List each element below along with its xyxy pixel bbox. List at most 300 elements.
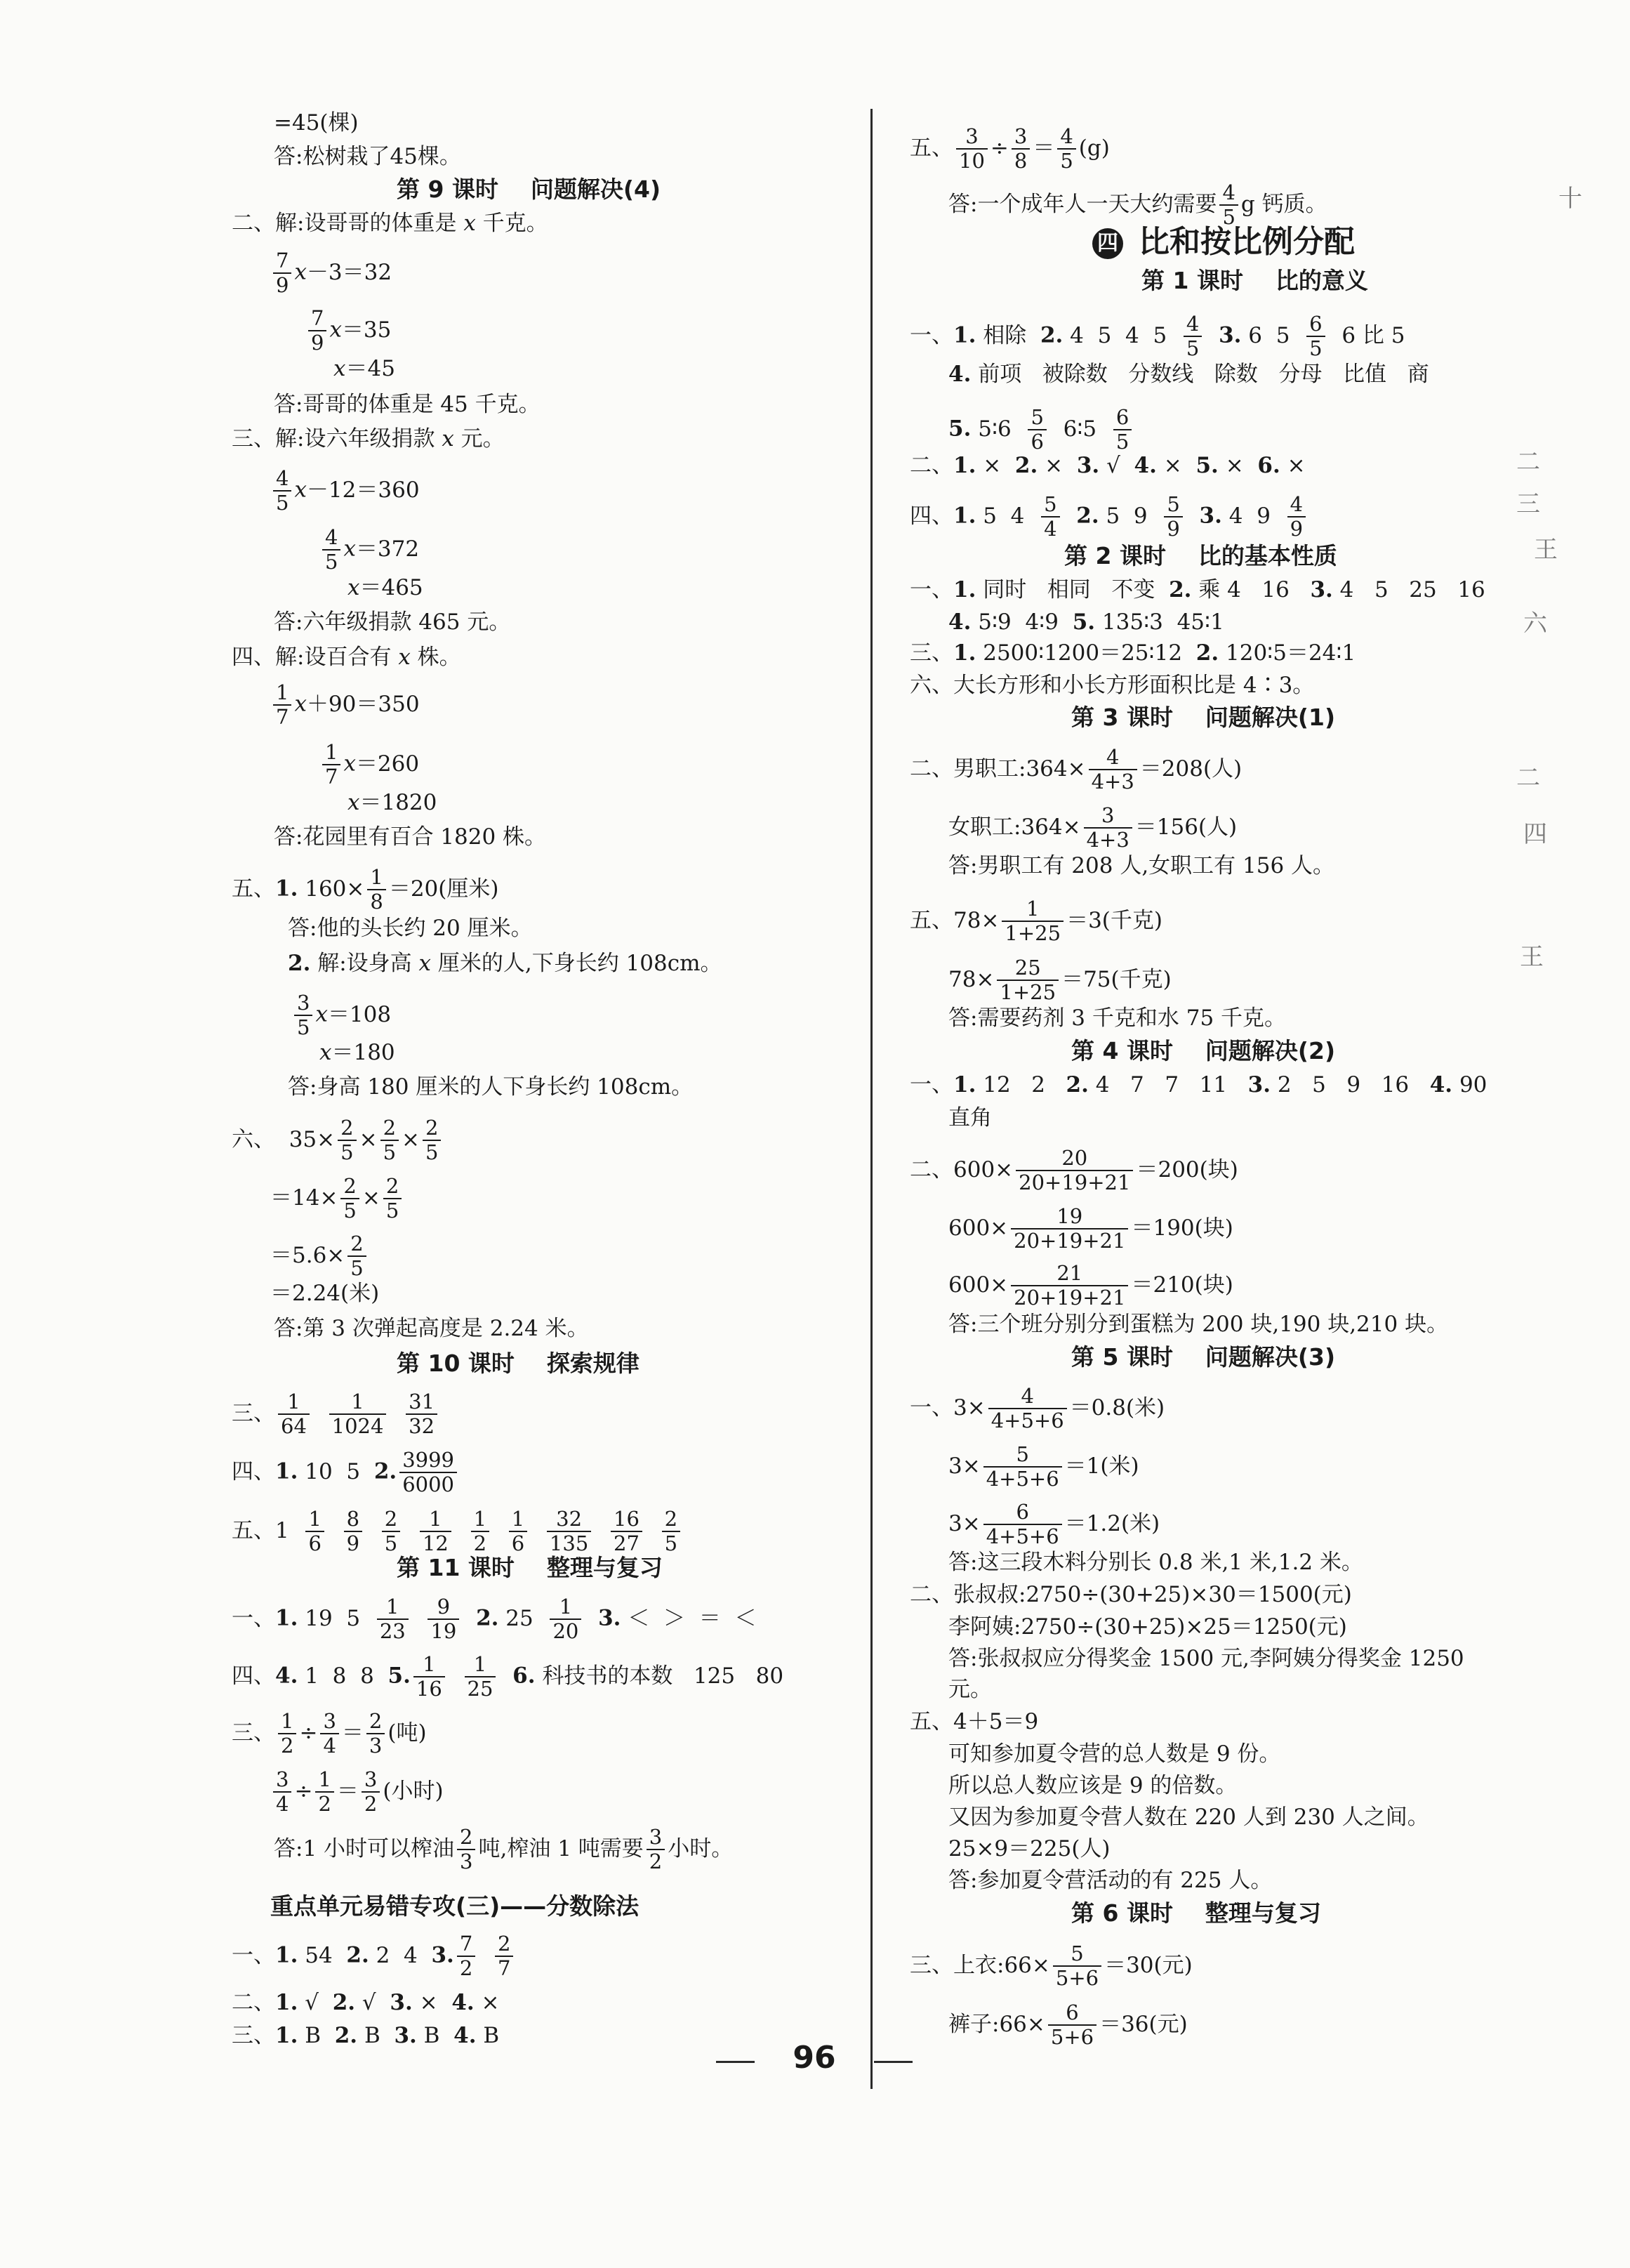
text-run: 三、 — [232, 2023, 275, 2048]
item-number: 4. — [1429, 1072, 1453, 1097]
denominator: 7 — [495, 1956, 513, 1980]
item-number: 2. — [373, 1458, 397, 1484]
text-run: 三、 — [910, 640, 953, 666]
numerator: 5 — [1167, 492, 1180, 516]
text-run: 答:需要药剂 3 千克和水 75 千克。 — [948, 1006, 1287, 1031]
margin-mark: 二 — [1516, 764, 1540, 792]
denominator: 2 — [471, 1531, 489, 1555]
item-number: 4. — [275, 1663, 298, 1689]
text-run: × — [402, 1126, 420, 1152]
fraction — [1016, 1147, 1133, 1194]
numerator: 6 — [1016, 1500, 1029, 1524]
answer-line — [232, 865, 499, 914]
fraction — [1011, 1205, 1128, 1253]
variable: x — [442, 426, 454, 451]
text-run: 一、3× — [910, 1395, 986, 1420]
text-run — [1186, 502, 1200, 530]
numerator: 1 — [1026, 897, 1040, 921]
text-run: 第 10 课时 探索规律 — [397, 1350, 640, 1377]
text-run — [462, 1604, 476, 1633]
text-run: 答:身高 180 厘米的人下身长约 108cm。 — [288, 1074, 694, 1100]
text-run: 4 5 25 16 — [1332, 577, 1485, 602]
answer-line — [948, 1835, 1111, 1863]
text-run: ＝30(元) — [1104, 1952, 1193, 1978]
numerator: 3 — [649, 1825, 663, 1849]
fraction — [457, 1826, 475, 1873]
answer-line — [232, 1709, 427, 1758]
fraction — [383, 1175, 402, 1222]
numerator: 4 — [1021, 1384, 1034, 1408]
numerator: 4 — [325, 525, 338, 549]
fraction — [1011, 1262, 1128, 1310]
numerator: 3 — [1101, 803, 1115, 827]
answer-line — [232, 425, 505, 453]
text-run: 二、男职工:364× — [910, 756, 1086, 782]
denominator: 2 — [315, 1791, 333, 1816]
section-heading — [1064, 542, 1337, 570]
fraction — [305, 1508, 324, 1555]
text-run: ＜ ＞ ＝ ＜ — [621, 1605, 757, 1631]
text-run: 第 4 课时 问题解决(2) — [1071, 1037, 1336, 1064]
fraction — [983, 1501, 1062, 1548]
fraction — [1012, 125, 1030, 173]
text-run: B — [357, 2023, 395, 2048]
numerator: 3999 — [402, 1448, 455, 1472]
text-run: ＝36(元) — [1099, 2011, 1188, 2037]
text-run: ＝108 — [327, 1001, 392, 1027]
text-run: 五、78× — [910, 907, 1000, 933]
answer-line — [910, 1146, 1238, 1194]
answer-line — [948, 1675, 992, 1703]
answer-line — [910, 492, 1308, 541]
text-run: 12 2 — [976, 1072, 1066, 1097]
numerator: 2 — [350, 1232, 364, 1255]
text-run: 答:松树栽了45棵。 — [274, 144, 461, 169]
section-heading — [270, 1892, 639, 1920]
denominator: 2 — [362, 1791, 380, 1816]
denominator: 5 — [338, 1140, 356, 1164]
denominator: 27 — [611, 1531, 642, 1555]
item-number: 3. — [390, 1990, 413, 2015]
denominator: 6000 — [399, 1472, 457, 1496]
fraction — [367, 866, 385, 914]
text-run: =45(棵) — [274, 110, 359, 136]
item-number: 1. — [953, 503, 976, 529]
text-run: ＝35 — [341, 317, 392, 343]
denominator: 25 — [465, 1676, 496, 1701]
item-number: 4. — [948, 362, 972, 387]
section-heading — [1141, 267, 1368, 295]
fraction — [420, 1508, 451, 1555]
text-run: 1 8 8 — [298, 1663, 388, 1689]
answer-line — [910, 576, 1485, 604]
denominator: 5 — [1113, 429, 1132, 454]
text-run: ＋90＝350 — [306, 691, 420, 717]
fraction — [428, 1595, 459, 1643]
fraction — [471, 1508, 489, 1555]
text-run: 2 5 9 16 — [1271, 1072, 1430, 1097]
numerator: 1 — [325, 740, 338, 764]
margin-mark: 王 — [1534, 536, 1558, 564]
fraction — [1287, 493, 1306, 541]
text-run: 5∶6 — [971, 416, 1026, 442]
answer-line — [274, 1314, 589, 1343]
text-run: 6 比 5 — [1327, 322, 1405, 348]
denominator: 6 — [1028, 429, 1046, 454]
numerator: 3 — [1014, 124, 1028, 148]
text-run: 五、 — [910, 135, 953, 161]
text-run: 相除 — [976, 322, 1040, 348]
fraction — [1028, 406, 1046, 454]
item-number: 2. — [1066, 1072, 1089, 1097]
text-run: ＝210(块) — [1131, 1272, 1233, 1298]
answer-line — [910, 1581, 1352, 1609]
numerator: 6 — [1066, 2000, 1079, 2024]
text-run: 第 1 课时 比的意义 — [1141, 267, 1368, 294]
answer-line — [232, 1652, 784, 1701]
item-number: 3. — [1219, 322, 1242, 348]
item-number: 3. — [598, 1605, 621, 1631]
numerator: 1 — [370, 865, 383, 889]
denominator: 9 — [308, 330, 326, 355]
text-run: × — [362, 1185, 380, 1211]
text-run: 女职工:364× — [948, 814, 1081, 840]
denominator: 64 — [278, 1413, 310, 1438]
item-number: 5. — [1195, 453, 1219, 478]
fraction — [308, 307, 326, 355]
numerator: 4 — [276, 466, 289, 490]
item-number: 1. — [275, 876, 298, 902]
answer-line — [910, 124, 1110, 173]
item-number: 1. — [275, 1458, 298, 1484]
section-heading — [397, 1350, 640, 1378]
denominator: 2 — [457, 1956, 475, 1980]
text-run: 答:他的头长约 20 厘米。 — [288, 916, 533, 941]
text-run: ＝180 — [331, 1040, 395, 1065]
numerator: 2 — [425, 1116, 439, 1140]
text-run — [584, 1604, 598, 1633]
answer-line — [948, 608, 1224, 636]
fraction — [273, 1768, 291, 1816]
answer-line — [270, 466, 420, 515]
unit-number-badge: 四 — [1092, 228, 1123, 259]
item-number: 1. — [275, 1942, 298, 1968]
text-run: 株。 — [410, 645, 461, 670]
fraction — [406, 1390, 437, 1438]
item-number: 2. — [476, 1605, 499, 1631]
item-number: 2. — [1014, 453, 1038, 478]
text-run: 四、 — [232, 1663, 275, 1689]
text-run: 答:这三段木料分别长 0.8 米,1 米,1.2 米。 — [948, 1550, 1363, 1575]
text-run: －12＝360 — [306, 477, 420, 503]
numerator: 1 — [473, 1507, 487, 1531]
text-run: ＝20(厘米) — [388, 876, 499, 902]
denominator: 7 — [322, 764, 340, 789]
item-number: 5. — [1072, 609, 1096, 635]
text-run: ＝156(人) — [1134, 814, 1238, 840]
denominator: 5 — [1219, 204, 1238, 229]
numerator: 1 — [351, 1390, 364, 1413]
answer-line — [319, 740, 420, 789]
answer-line — [910, 1071, 1487, 1099]
answer-line — [232, 1448, 460, 1496]
text-run: 第 11 课时 整理与复习 — [397, 1554, 663, 1581]
variable: x — [347, 575, 360, 600]
text-run: √ — [355, 1990, 390, 2015]
numerator: 9 — [437, 1595, 451, 1618]
numerator: 5 — [1044, 492, 1057, 516]
text-run: 答:哥哥的体重是 45 千克。 — [274, 392, 541, 417]
denominator: 9 — [1287, 516, 1306, 541]
fraction — [1002, 897, 1064, 945]
numerator: 6 — [1115, 405, 1129, 429]
text-run: 90 — [1452, 1072, 1487, 1097]
fraction — [273, 681, 291, 729]
text-run: 5∶9 4∶9 — [971, 609, 1073, 635]
numerator: 2 — [383, 1116, 397, 1140]
text-run: 答:一个成年人一天大约需要 — [948, 191, 1217, 217]
denominator: 5+6 — [1048, 2024, 1096, 2049]
denominator: 5 — [662, 1531, 680, 1555]
variable: x — [418, 951, 432, 976]
answer-line — [910, 671, 1314, 699]
fraction — [1041, 493, 1059, 541]
text-run: (小时) — [383, 1778, 444, 1804]
fraction — [1184, 312, 1202, 360]
answer-line — [910, 745, 1243, 793]
text-run: 答:参加夏令营活动的有 225 人。 — [948, 1868, 1273, 1893]
answer-line — [910, 897, 1162, 945]
text-run: 李阿姨:2750÷(30+25)×25＝1250(元) — [948, 1614, 1347, 1640]
text-run: 一、 — [232, 1942, 275, 1968]
answer-line — [347, 789, 437, 817]
numerator: 1 — [423, 1652, 436, 1676]
text-run: × — [1038, 453, 1077, 478]
text-run: ＝372 — [355, 536, 420, 562]
fraction — [1164, 493, 1182, 541]
denominator: 1024 — [329, 1413, 387, 1438]
denominator: 5 — [1057, 148, 1075, 173]
answer-line — [232, 1989, 500, 2017]
margin-mark: 六 — [1523, 609, 1547, 638]
text-run: × — [412, 1990, 452, 2015]
answer-line — [948, 405, 1134, 454]
answer-line — [232, 2022, 499, 2050]
answer-line — [948, 852, 1334, 880]
text-run: 四、解:设百合有 — [232, 645, 399, 670]
variable: x — [294, 259, 307, 285]
fraction — [399, 1449, 457, 1496]
numerator: 1 — [429, 1507, 442, 1531]
fraction — [315, 1768, 333, 1816]
denominator: 12 — [420, 1531, 451, 1555]
fraction — [273, 249, 291, 297]
text-run: 10 5 — [298, 1458, 374, 1484]
text-run: 2 4 — [369, 1942, 432, 1968]
denominator: 20 — [550, 1618, 581, 1643]
answer-line — [274, 608, 510, 636]
answer-line — [910, 1708, 1038, 1736]
answer-line — [288, 949, 722, 977]
denominator: 1+25 — [997, 980, 1059, 1004]
fraction — [347, 1232, 366, 1280]
text-run — [448, 1662, 462, 1690]
numerator: 32 — [556, 1507, 583, 1531]
item-number: 2. — [1076, 503, 1099, 529]
text-run: B — [416, 2023, 454, 2048]
text-run: ＝ — [341, 1720, 364, 1746]
denominator: 4+5+6 — [983, 1466, 1062, 1491]
numerator: 1 — [276, 680, 289, 704]
answer-line — [270, 1232, 369, 1280]
denominator: 5 — [322, 549, 340, 574]
section-heading — [1071, 704, 1335, 732]
numerator: 19 — [1056, 1204, 1083, 1228]
fraction — [647, 1826, 665, 1873]
text-run: 5 4 — [976, 503, 1039, 529]
variable: x — [463, 211, 476, 236]
numerator: 2 — [664, 1507, 678, 1531]
denominator: 6 — [509, 1531, 527, 1555]
item-number: 4. — [948, 609, 972, 635]
answer-line — [274, 109, 359, 137]
item-number: 1. — [953, 322, 976, 348]
answer-line — [948, 1104, 992, 1132]
item-number: 2. — [288, 951, 311, 976]
section-heading — [397, 1554, 663, 1582]
text-run: 3× — [948, 1510, 981, 1536]
answer-line — [232, 1595, 757, 1643]
section-heading — [1071, 1037, 1335, 1065]
margin-mark: 王 — [1520, 943, 1544, 971]
fraction — [465, 1653, 496, 1701]
text-run: 元。 — [948, 1677, 992, 1702]
numerator: 7 — [459, 1932, 473, 1956]
denominator: 20+19+21 — [1011, 1228, 1128, 1253]
fraction — [997, 956, 1059, 1004]
text-run: ＝2.24(米) — [270, 1281, 380, 1306]
fraction — [457, 1932, 475, 1980]
numerator: 1 — [287, 1390, 300, 1413]
item-number: 4. — [1134, 453, 1157, 478]
denominator: 2 — [278, 1733, 296, 1758]
margin-mark: 二 — [1516, 448, 1540, 476]
answer-line — [319, 525, 420, 574]
answer-line — [948, 1613, 1347, 1641]
text-run: 厘米的人,下身长约 108cm。 — [431, 951, 722, 976]
answer-line — [347, 574, 423, 602]
section-heading — [1071, 1899, 1321, 1927]
denominator: 5 — [382, 1531, 400, 1555]
text-run: ÷ — [990, 135, 1009, 161]
text-run: ＝ — [1033, 135, 1055, 161]
denominator: 4 — [273, 1791, 291, 1816]
answer-line — [232, 1507, 683, 1555]
item-number: 2. — [334, 2023, 358, 2048]
denominator: 4+5+6 — [983, 1524, 1062, 1548]
item-number: 5. — [948, 416, 972, 442]
fraction — [1048, 2001, 1096, 2049]
section-heading — [397, 176, 661, 204]
answer-line — [948, 2000, 1188, 2049]
answer-line — [232, 1390, 440, 1438]
denominator: 9 — [344, 1531, 362, 1555]
denominator: 19 — [428, 1618, 459, 1643]
text-run: × — [1280, 453, 1306, 478]
item-number: 4. — [453, 2023, 477, 2048]
denominator: 5+6 — [1053, 1965, 1101, 1990]
answer-line — [948, 1803, 1429, 1831]
denominator: 5 — [273, 490, 291, 515]
numerator: 3 — [297, 991, 310, 1015]
text-run: (g) — [1078, 135, 1110, 161]
numerator: 2 — [343, 1174, 357, 1198]
fraction — [382, 1508, 400, 1555]
denominator: 135 — [547, 1531, 591, 1555]
fraction — [278, 1390, 310, 1438]
numerator: 1 — [473, 1652, 487, 1676]
text-run: ＝208(人) — [1139, 756, 1243, 782]
text-run — [498, 1662, 512, 1690]
denominator: 4+5+6 — [988, 1408, 1067, 1432]
denominator: 20+19+21 — [1016, 1170, 1133, 1194]
answer-line — [232, 209, 548, 237]
text-run: B — [476, 2023, 500, 2048]
text-run — [478, 1941, 492, 1970]
numerator: 4 — [1060, 124, 1073, 148]
fraction — [956, 125, 988, 173]
item-number: 2. — [332, 1990, 356, 2015]
item-number: 1. — [275, 1605, 298, 1631]
numerator: 25 — [1014, 956, 1041, 980]
answer-line — [910, 1384, 1165, 1432]
text-run: 可知参加夏令营的总人数是 9 份。 — [948, 1741, 1281, 1767]
numerator: 4 — [1106, 745, 1120, 769]
fraction — [509, 1508, 527, 1555]
text-run: 比和按比例分配 — [1139, 224, 1355, 260]
numerator: 1 — [559, 1595, 573, 1618]
denominator: 5 — [1184, 336, 1202, 360]
text-run: 所以总人数应该是 9 的倍数。 — [948, 1773, 1238, 1798]
numerator: 2 — [460, 1825, 473, 1849]
item-number: 3. — [394, 2023, 417, 2048]
answer-line — [948, 180, 1327, 229]
denominator: 5 — [1306, 336, 1325, 360]
numerator: 2 — [384, 1507, 398, 1531]
text-run: 25 — [498, 1605, 548, 1631]
item-number: 6. — [512, 1663, 536, 1689]
fraction — [988, 1385, 1067, 1432]
fraction — [495, 1932, 513, 1980]
text-run: ＝200(块) — [1136, 1156, 1238, 1182]
numerator: 2 — [385, 1174, 399, 1198]
text-run: ＝3(千克) — [1066, 907, 1162, 933]
answer-line — [948, 1866, 1272, 1894]
text-run: 直角 — [948, 1105, 992, 1130]
answer-line — [948, 1004, 1286, 1032]
text-run: 解:设身高 — [310, 951, 419, 976]
item-number: 6. — [1257, 453, 1280, 478]
section-heading — [1071, 1343, 1335, 1371]
text-run: 答:男职工有 208 人,女职工有 156 人。 — [948, 853, 1335, 878]
answer-line — [305, 306, 392, 355]
numerator: 3 — [276, 1767, 289, 1791]
denominator: 4 — [320, 1733, 338, 1758]
numerator: 1 — [308, 1507, 322, 1531]
numerator: 4 — [1290, 492, 1304, 516]
text-run — [403, 1517, 417, 1545]
answer-line — [948, 956, 1172, 1004]
